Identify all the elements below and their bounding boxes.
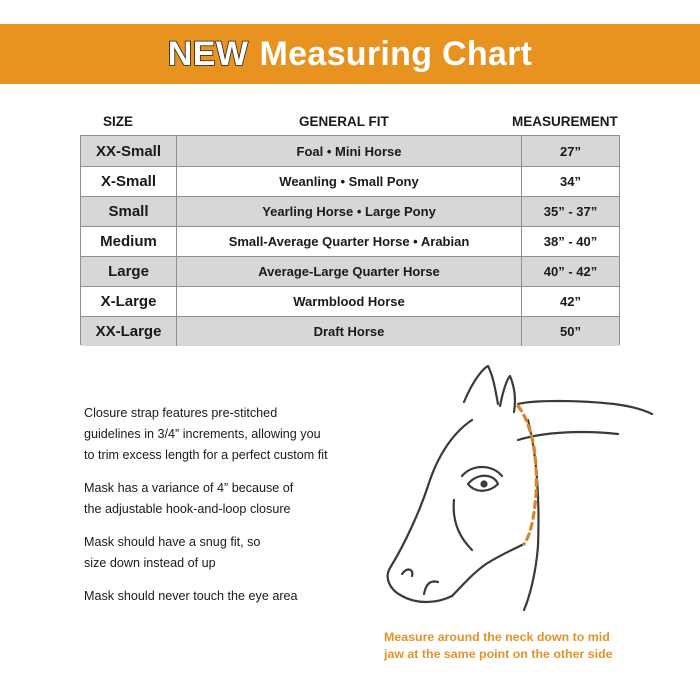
table-row [81, 256, 619, 286]
header-size: SIZE [103, 114, 134, 129]
title-banner [0, 24, 700, 84]
fit-cell: Weanling • Small Pony [176, 167, 521, 196]
size-cell: Medium [100, 233, 157, 250]
size-cell: X-Small [100, 173, 157, 190]
measurement-cell: 34” [521, 167, 619, 196]
note-line: Closure strap features pre-stitched [84, 406, 278, 420]
note-line: guidelines in 3/4” increments, allowing you [84, 427, 321, 441]
title-text: Measuring Chart [259, 34, 533, 73]
title-new-word: NEW [167, 34, 249, 73]
table-row [81, 286, 619, 316]
measurement-cell: 42” [521, 287, 619, 316]
fit-cell: Draft Horse [176, 317, 521, 346]
note-closure-strap [84, 403, 384, 466]
size-cell: Small [108, 203, 149, 220]
table-row [81, 166, 619, 196]
measurement-cell: 35” - 37” [521, 197, 619, 226]
horse-head-icon [368, 360, 668, 620]
size-table [80, 135, 620, 345]
horse-head-illustration [368, 360, 668, 620]
page-title [168, 35, 533, 74]
note-line: the adjustable hook-and-loop closure [84, 502, 291, 516]
table-row [81, 136, 619, 166]
caption-line-2: jaw at the same point on the other side [384, 647, 613, 661]
fit-cell: Small-Average Quarter Horse • Arabian [176, 227, 521, 256]
header-measurement: MEASUREMENT [512, 114, 618, 129]
caption-line-1: Measure around the neck down to mid [384, 630, 610, 644]
size-cell: Large [108, 263, 149, 280]
size-cell: X-Large [100, 293, 157, 310]
table-row [81, 316, 619, 346]
note-line: Mask has a variance of 4” because of [84, 481, 294, 495]
note-line: to trim excess length for a perfect custom fit [84, 448, 328, 462]
note-line: Mask should never touch the eye area [84, 589, 298, 603]
fit-cell: Foal • Mini Horse [176, 136, 521, 166]
measurement-cell: 38” - 40” [521, 227, 619, 256]
note-variance [84, 478, 384, 520]
header-general-fit: GENERAL FIT [299, 114, 389, 129]
measurement-cell: 50” [521, 317, 619, 346]
fit-cell: Warmblood Horse [176, 287, 521, 316]
note-snug-fit [84, 532, 384, 574]
size-cell: XX-Large [95, 323, 162, 340]
table-header [0, 114, 700, 132]
table-row [81, 196, 619, 226]
fit-cell: Yearling Horse • Large Pony [176, 197, 521, 226]
table-row [81, 226, 619, 256]
measuring-caption [384, 629, 670, 663]
note-line: Mask should have a snug fit, so [84, 535, 261, 549]
note-eye-area [84, 586, 384, 607]
fit-notes [84, 403, 384, 619]
size-cell: XX-Small [95, 142, 162, 160]
measurement-cell: 27” [521, 136, 619, 166]
fit-cell: Average-Large Quarter Horse [176, 257, 521, 286]
note-line: size down instead of up [84, 556, 216, 570]
measurement-cell: 40” - 42” [521, 257, 619, 286]
